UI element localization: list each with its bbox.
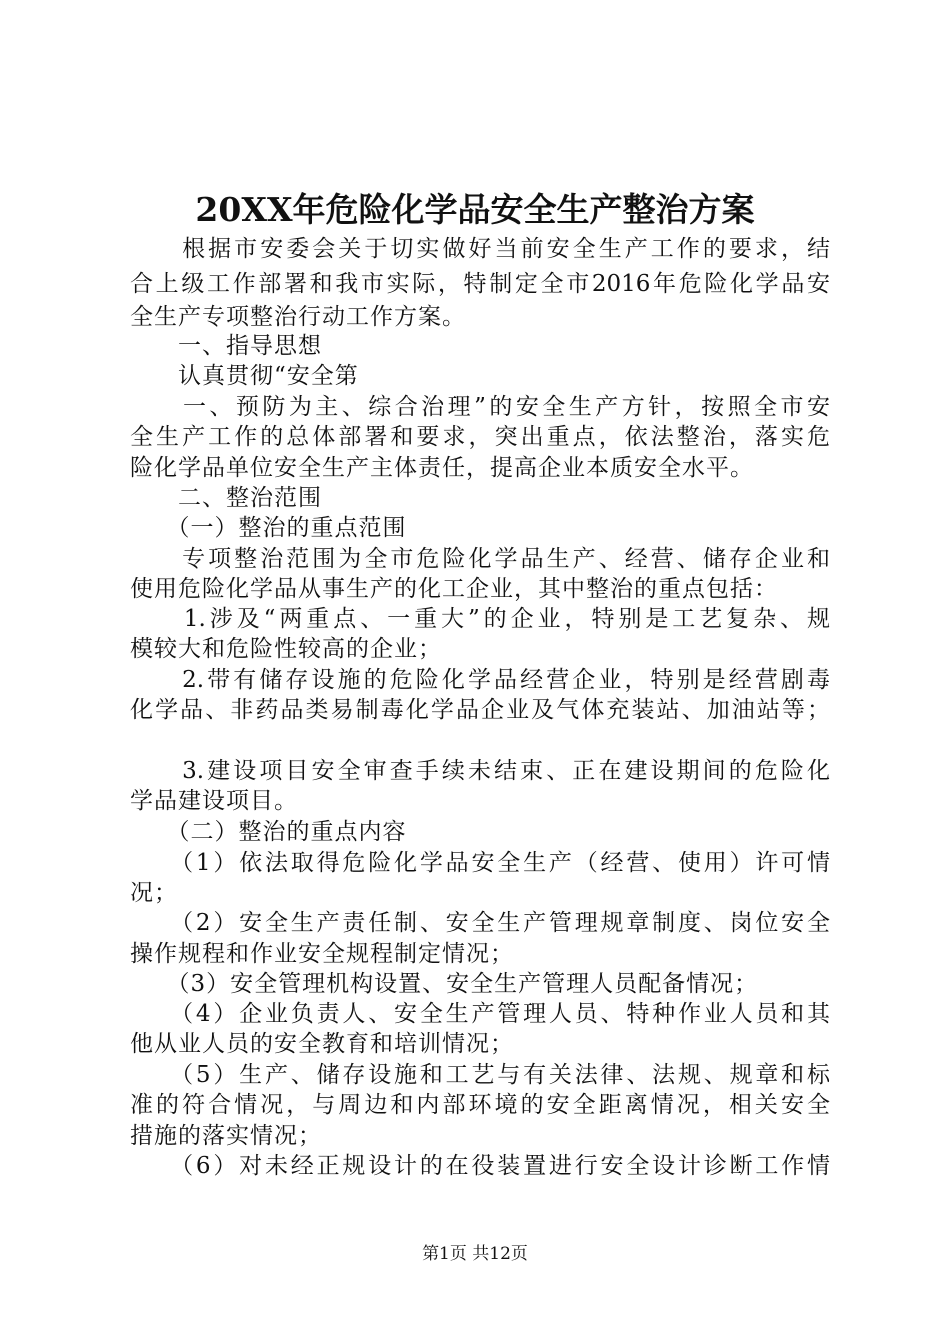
body-line: 全生产工作的总体部署和要求，突出重点，依法整治，落实危 — [130, 424, 830, 450]
list-item-line: 措施的落实情况； — [130, 1123, 322, 1149]
list-item-line: （5）生产、储存设施和工艺与有关法律、法规、规章和标 — [130, 1062, 830, 1088]
list-item-line: （4）企业负责人、安全生产管理人员、特种作业人员和其 — [130, 1001, 830, 1027]
body-line: 全生产专项整治行动工作方案。 — [130, 304, 466, 330]
list-item-line: （3）安全管理机构设置、安全生产管理人员配备情况； — [130, 971, 759, 997]
list-item-line: 操作规程和作业安全规程制定情况； — [130, 941, 514, 967]
document-title: 20XX年危险化学品安全生产整治方案 — [195, 190, 755, 229]
list-item-line: 3.建设项目安全审查手续未结束、正在建设期间的危险化 — [130, 758, 830, 784]
list-item-line: 他从业人员的安全教育和培训情况； — [130, 1031, 514, 1057]
list-item-line: （6）对未经正规设计的在役装置进行安全设计诊断工作情 — [130, 1153, 830, 1179]
section-heading: 二、整治范围 — [130, 485, 322, 511]
list-item-line: 准的符合情况，与周边和内部环境的安全距离情况，相关安全 — [130, 1092, 830, 1118]
list-item-line: 2.带有储存设施的危险化学品经营企业，特别是经营剧毒 — [130, 667, 830, 693]
body-line: 合上级工作部署和我市实际，特制定全市2016年危险化学品安 — [130, 271, 830, 297]
body-line: 根据市安委会关于切实做好当前安全生产工作的要求，结 — [130, 236, 830, 262]
body-line: 专项整治范围为全市危险化学品生产、经营、储存企业和 — [130, 546, 830, 572]
list-item-line: 况； — [130, 880, 178, 906]
list-item-line: 学品建设项目。 — [130, 788, 298, 814]
list-item-line: （2）安全生产责任制、安全生产管理规章制度、岗位安全 — [130, 910, 830, 936]
subsection-heading: （一）整治的重点范围 — [130, 515, 407, 541]
list-item-line: 1.涉及“两重点、一重大”的企业，特别是工艺复杂、规 — [130, 606, 830, 632]
body-line: 使用危险化学品从事生产的化工企业，其中整治的重点包括： — [130, 576, 778, 602]
body-line: 险化学品单位安全生产主体责任，提高企业本质安全水平。 — [130, 455, 754, 481]
body-line: 认真贯彻“安全第 — [130, 363, 359, 389]
subsection-heading: （二）整治的重点内容 — [130, 819, 407, 845]
body-line: 一、预防为主、综合治理”的安全生产方针，按照全市安 — [130, 394, 830, 420]
list-item-line: （1）依法取得危险化学品安全生产（经营、使用）许可情 — [130, 850, 830, 876]
list-item-line: 化学品、非药品类易制毒化学品企业及气体充装站、加油站等； — [130, 697, 830, 723]
page-number: 第1页 共12页 — [422, 1244, 528, 1264]
list-item-line: 模较大和危险性较高的企业； — [130, 636, 442, 662]
section-heading: 一、指导思想 — [130, 333, 322, 359]
